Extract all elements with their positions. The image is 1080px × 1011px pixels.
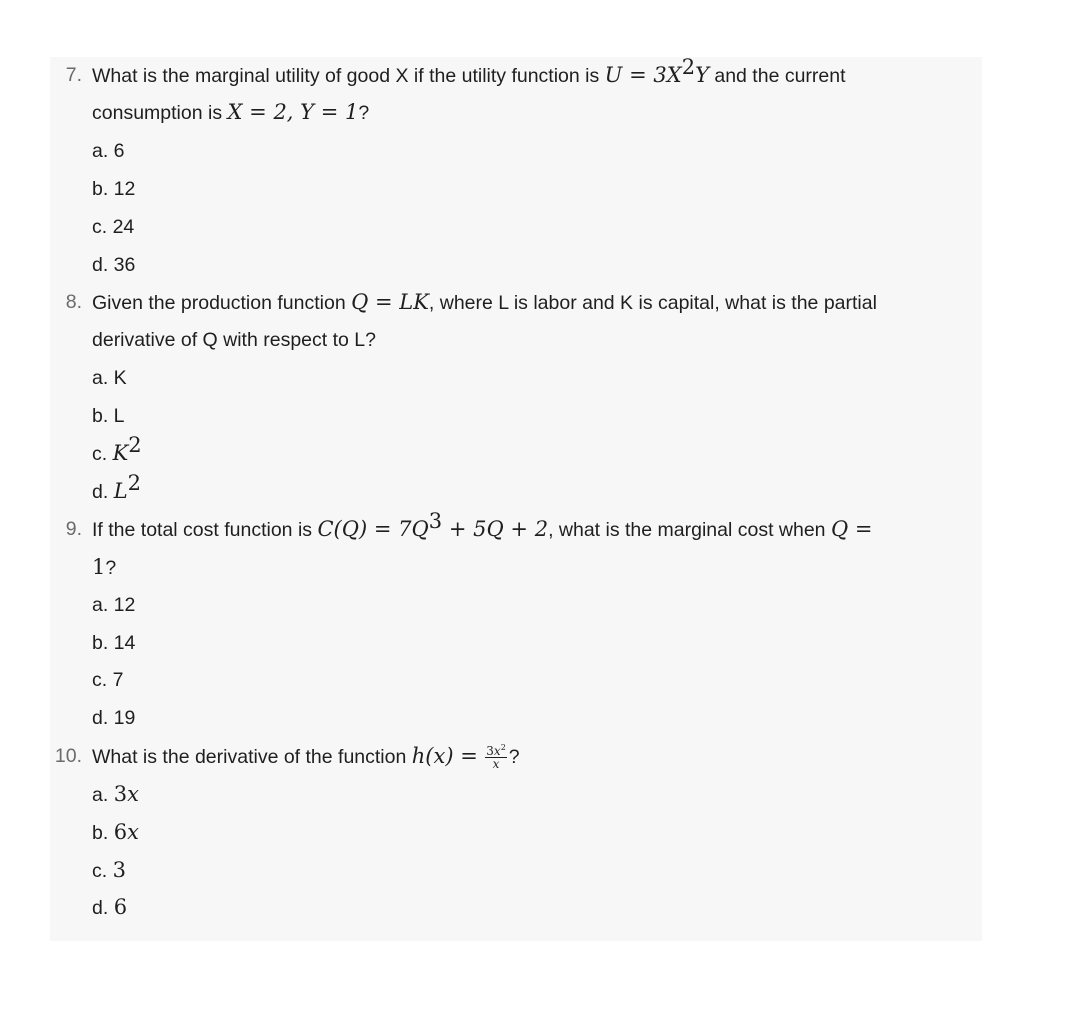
question-number: 10. (54, 745, 82, 767)
question-panel: 7. What is the marginal utility of good X if the utility function is $U = 3X^2Y$ and the current consumption is X = 2, Y = 1? a. 6 b. 12 c. 24 d. 36 8. Given the production function Q = LK, where L is labor and K is capital, what is the partial derivative of Q with respect to L? a. K b. L c. $K^2$ d. $L^2$ 9. If the total cost function is $C(Q) = 7Q^3 + 5Q + 2$, what is the marginal cost when Q = 1? a. 12 b. 14 c. 7 d. 19 10. What is the derivative of the function h(x) = $\frac{3x^2}{x}$ ? a. 3x b. 6x c. 3 d. 6 (50, 57, 982, 941)
question-number: 9. (65, 518, 82, 540)
question-text: Given the production function Q = LK, where L is labor and K is capital, what is the partial (92, 290, 877, 314)
question-number: 7. (65, 64, 82, 86)
math-expression: h(x) = (411, 744, 478, 768)
math-expression: Q = LK (351, 290, 429, 314)
question-number: 8. (65, 291, 82, 313)
question-text: What is the marginal utility of good X if the utility function is $U = 3X^2Y$ and the current (92, 55, 846, 87)
math-expression: $C(Q) = 7Q^3 + 5Q + 2$ (317, 509, 549, 541)
question-text: If the total cost function is $C(Q) = 7Q^3 + 5Q + 2$, what is the marginal cost when Q = (92, 509, 873, 541)
fraction: $\frac{3x^2}{x}$ (486, 743, 506, 772)
question-text: What is the derivative of the function h(x) = $\frac{3x^2}{x}$ ? (92, 743, 520, 772)
math-expression: $U = 3X^2Y$ (604, 55, 709, 87)
math-expression: X = 2, Y = 1 (227, 100, 359, 124)
